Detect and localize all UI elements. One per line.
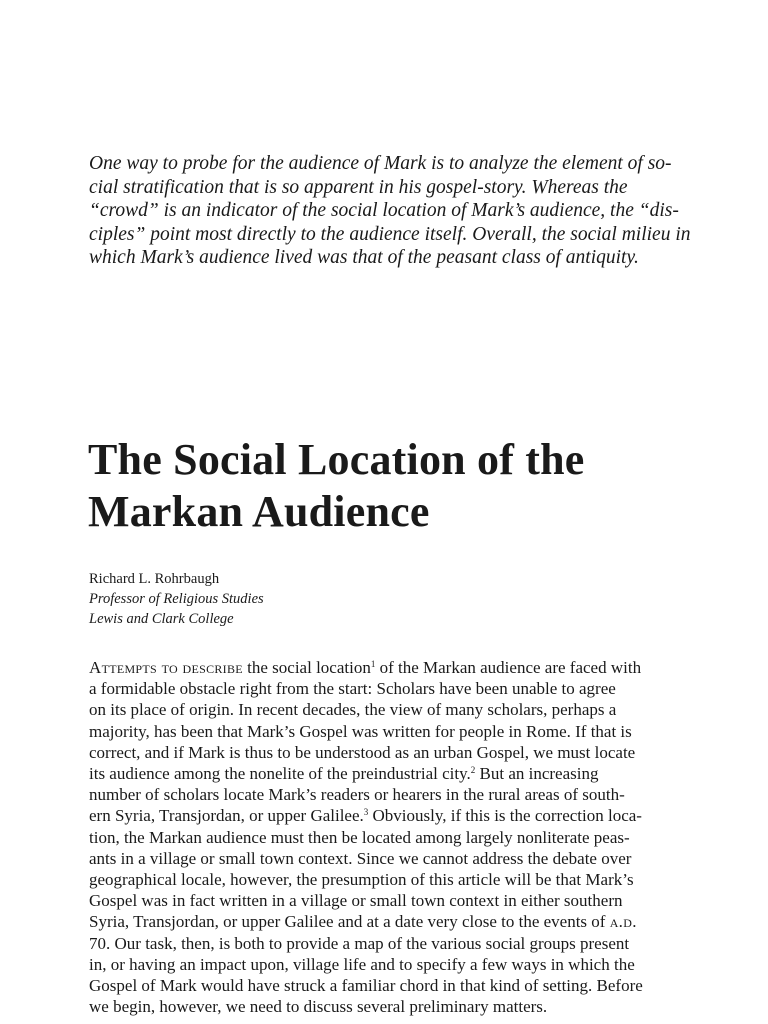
footnote-ref-3[interactable]: 3 [363, 807, 369, 818]
article-title [88, 434, 748, 538]
author-byline [89, 569, 264, 629]
body-text-segment: Syria, Transjordan, or upper Galilee and at a date very close to the events of [89, 912, 610, 932]
body-line: a formidable obstacle right from the start: Scholars have been unable to agree [89, 679, 616, 699]
body-line [89, 657, 689, 678]
body-text-segment: But an increasing [475, 764, 599, 784]
abstract-line: “crowd” is an indicator of the social location of Mark’s audience, the “dis- [89, 200, 679, 221]
body-line: on its place of origin. In recent decades, the view of many scholars, perhaps a [89, 700, 617, 720]
era-abbreviation: a.d. [609, 912, 637, 932]
body-text-segment: its audience among the nonelite of the preindustrial city. [89, 764, 471, 784]
title-line: Markan Audience [88, 487, 430, 536]
body-line: majority, has been that Mark’s Gospel was written for people in Rome. If that is [89, 721, 632, 741]
footnote-ref-2[interactable]: 2 [470, 765, 476, 776]
body-line: 70. Our task, then, is both to provide a map of the various social groups present [89, 933, 630, 953]
body-line: tion, the Markan audience must then be located among largely nonliterate peas- [89, 827, 630, 847]
body-text-segment: the social location [242, 658, 371, 677]
abstract-line: ciples” point most directly to the audience itself. Overall, the social milieu in [89, 223, 691, 245]
author-role: Professor of Religious Studies [89, 591, 264, 607]
abstract-line: cial stratification that is so apparent in his gospel-story. Whereas the [89, 176, 628, 198]
body-line: ants in a village or small town context. Since we cannot address the debate over [89, 848, 632, 868]
body-text-segment: of the Markan audience are faced with [375, 658, 642, 677]
body-line: geographical locale, however, the presumption of this article will be that Mark’s [89, 870, 634, 890]
body-line [89, 805, 689, 826]
author-name: Richard L. Rohrbaugh [89, 571, 220, 587]
body-line: Gospel was in fact written in a village or small town context in either southern [89, 891, 623, 911]
body-text-segment: Obviously, if this is the correction loca- [368, 806, 642, 826]
abstract-line: which Mark’s audience lived was that of the peasant class of antiquity. [89, 247, 639, 268]
body-text-segment: ern Syria, Transjordan, or upper Galilee. [89, 806, 364, 826]
body-line: in, or having an impact upon, village life and to specify a few ways in which the [89, 954, 635, 974]
lead-in-smallcaps: Attempts to describe [89, 658, 243, 677]
body-line [89, 911, 689, 932]
abstract [89, 152, 689, 270]
footnote-ref-1[interactable]: 1 [370, 659, 376, 669]
title-line: The Social Location of the [88, 435, 585, 484]
body-line: correct, and if Mark is thus to be understood as an urban Gospel, we must locate [89, 742, 636, 762]
body-line: we begin, however, we need to discuss several preliminary matters. [89, 997, 548, 1017]
body-line: number of scholars locate Mark’s readers or hearers in the rural areas of south- [89, 785, 625, 805]
body-line: Gospel of Mark would have struck a familiar chord in that kind of setting. Before [89, 976, 643, 996]
body-paragraph [89, 657, 689, 1017]
body-line [89, 763, 689, 784]
author-affiliation: Lewis and Clark College [89, 611, 234, 627]
abstract-line: One way to probe for the audience of Mark is to analyze the element of so- [89, 153, 672, 174]
